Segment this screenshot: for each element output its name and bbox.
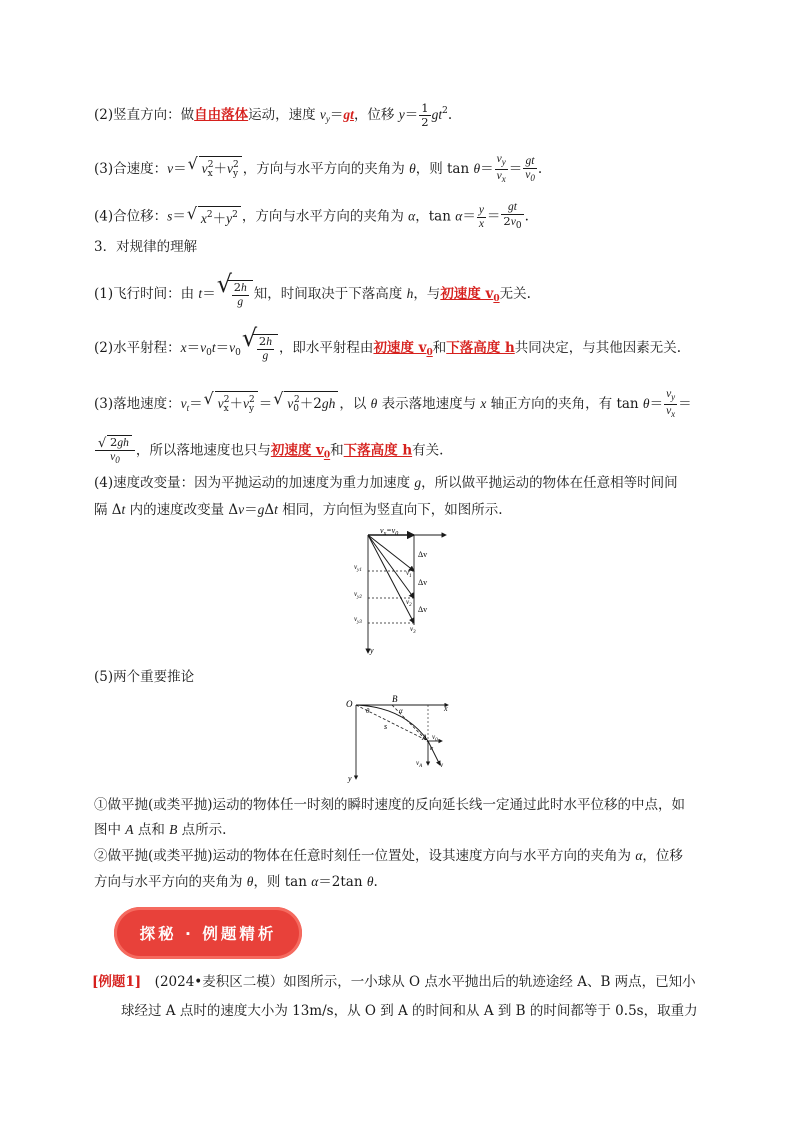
svg-text:vy3: $v_{y3}$ [354, 615, 362, 625]
resultant-velocity-line: (3)合速度：v＝ √ $v_x^2+v_y^2$ ，方向与水平方向的夹角为 θ，则 tan θ＝ $\frac{v_y}{v_x}$ ＝ $\frac{gt}{v_0}$ . [94, 153, 543, 184]
svg-text:v0: $v_0$ [432, 733, 438, 743]
delta-v-label-3: Δv [418, 605, 428, 614]
svg-text:vA: $v_A$ [416, 759, 423, 769]
corollary-2-line-1: ②做平抛(或类平抛)运动的物体在任意时刻任一位置处，设其速度方向与水平方向的夹角为 α，位移 [94, 848, 683, 864]
svg-text:O: O [346, 699, 353, 709]
svg-text:v1: $v_1$ [406, 569, 412, 579]
svg-text:vx=v0: $v_x=v_0$ [380, 526, 399, 537]
velocity-change-line-2: 隔 Δt 内的速度改变量 Δv＝gΔt 相同，方向恒为竖直向下，如图所示. [94, 502, 503, 518]
corollary-2-line-2: 方向与水平方向的夹角为 θ，则 tan α＝2tan θ. [94, 874, 378, 890]
svg-text:B: B [392, 694, 398, 704]
delta-v-label-2: Δv [418, 578, 428, 587]
svg-text:A: A [422, 733, 427, 742]
svg-text:v2: $v_2$ [406, 598, 412, 608]
svg-text:s: s [384, 722, 388, 731]
svg-text:v: v [440, 761, 444, 769]
svg-text:vy1: $v_{y1}$ [354, 563, 362, 573]
delta-v-label-1: Δv [418, 550, 428, 559]
section-banner [114, 907, 302, 959]
svg-text:y: y [348, 774, 352, 783]
svg-text:x: x [444, 704, 448, 713]
projectile-corollary-diagram [344, 693, 456, 785]
landing-velocity-line: (3)落地速度：$v_t=$ √ $v_x^2+v_y^2$ ＝ √ $v_0^2+2gh$ ，以 θ 表示落地速度与 x 轴正方向的夹角，有 tan θ＝ $\frac{v_y}{v_x}$ ＝ [94, 388, 692, 419]
corollary-1-line-1: ①做平抛(或类平抛)运动的物体任一时刻的瞬时速度的反向延长线一定通过此时水平位移的中点，如 [94, 797, 686, 813]
svg-text:θ: θ [366, 707, 370, 715]
section-banner-label: 探秘 · 例题精析 [139, 925, 277, 943]
example-tag: [例题1] [92, 974, 142, 990]
svg-text:α: α [399, 707, 403, 715]
example-1-line-1: [例题1] (2024•麦积区二模）如图所示，一小球从 O 点水平抛出后的轨迹途经 A、B 两点，已知小 [92, 974, 696, 990]
svg-text:v3: $v_3$ [410, 625, 416, 635]
example-1-line-2: 球经过 A 点时的速度大小为 13m/s，从 O 到 A 的时间和从 A 到 B 的时间都等于 0.5s，取重力 [121, 1003, 698, 1019]
svg-text:α: α [430, 746, 434, 752]
landing-velocity-conclusion-line: √ 2gh $v_0$ ，所以落地速度也只与初速度 $v_0$和下落高度 h有关. [94, 435, 443, 467]
velocity-change-diagram [348, 525, 448, 660]
corollary-1-line-2: 图中 A 点和 B 点所示. [94, 822, 227, 838]
section-heading: 3．对规律的理解 [94, 239, 198, 255]
flight-time-line: (1)飞行时间：由 t＝ √ $\frac{2h}{g}$ 知，时间取决于下落高度 h，与初速度 $v_0$无关. [94, 270, 531, 308]
two-corollaries-heading: (5)两个重要推论 [94, 669, 195, 685]
resultant-displacement-line: (4)合位移：s＝ √ $x^2+y^2$ ，方向与水平方向的夹角为 α，tan α＝ $\frac{y}{x}$ ＝ $\frac{gt}{2v_0}$ . [94, 201, 529, 231]
velocity-change-line-1: (4)速度改变量：因为平抛运动的加速度为重力加速度 g，所以做平抛运动的物体在任意相等时间间 [94, 475, 678, 491]
vertical-motion-line: (2)竖直方向：做自由落体运动，速度 $v_y=gt$，位移 y＝ $\frac{1}{2}$ $gt^2$. [94, 101, 453, 129]
horizontal-range-line: (2)水平射程：$x=v_0t=v_0$ √ $\frac{2h}{g}$ ，即水平射程由初速度 $v_0$和下落高度 h共同决定，与其他因素无关. [94, 324, 682, 362]
svg-text:vy2: $v_{y2}$ [354, 590, 362, 600]
svg-text:y: y [370, 646, 374, 655]
